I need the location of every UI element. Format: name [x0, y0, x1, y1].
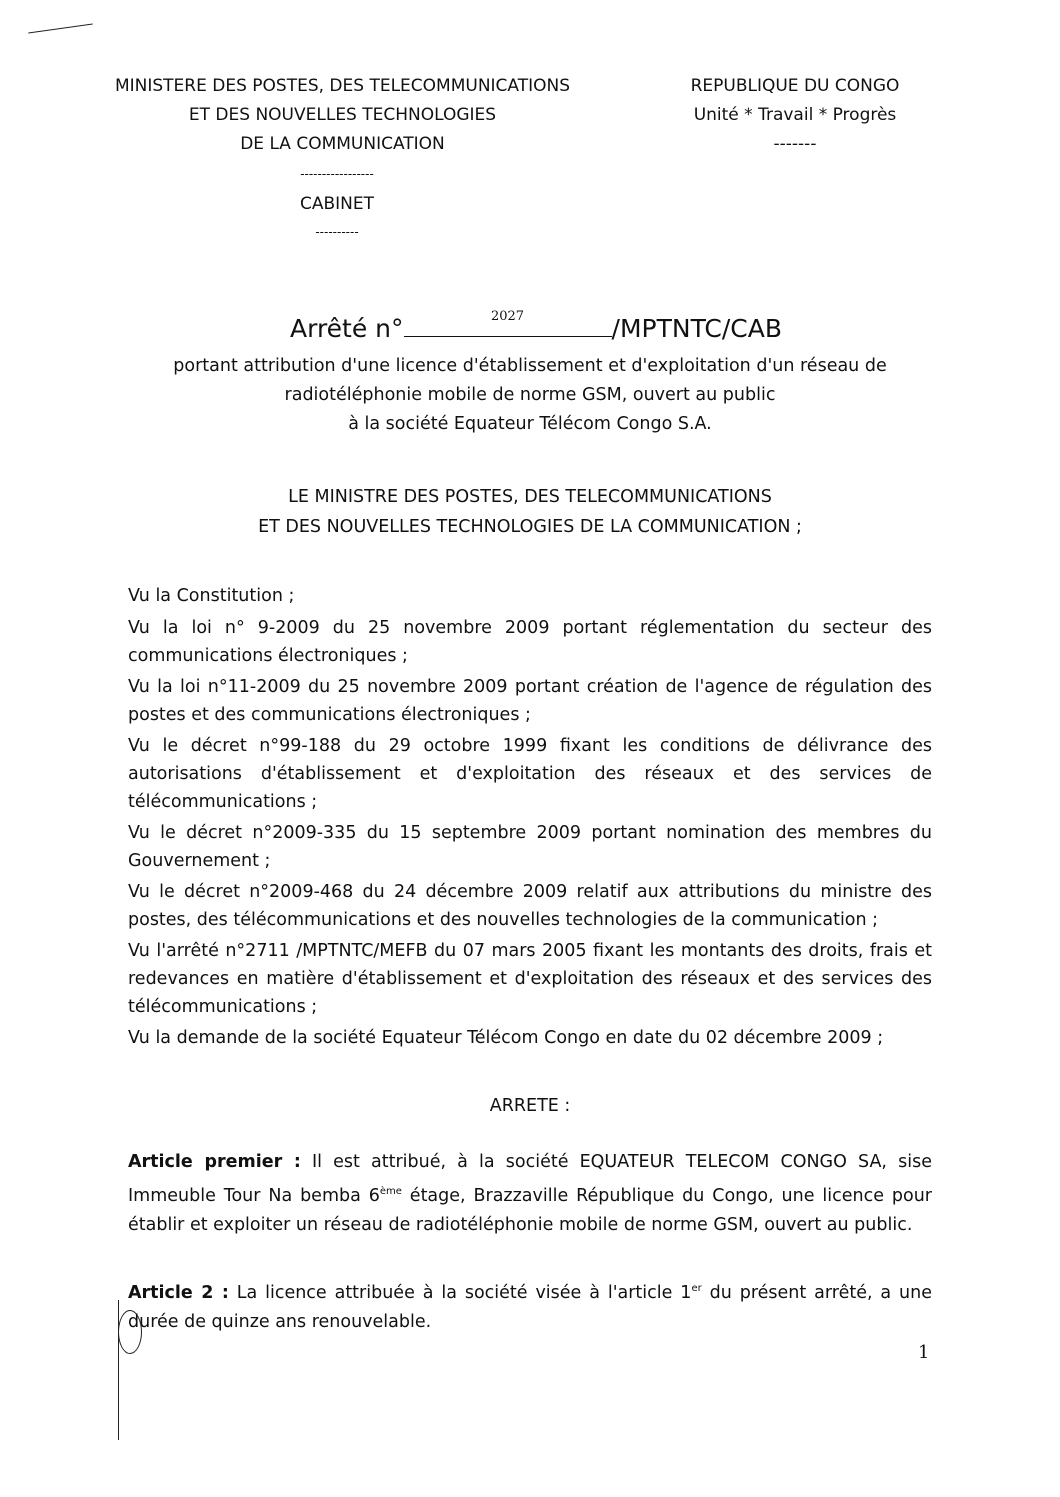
arrete-heading: ARRETE :: [489, 1096, 571, 1116]
decree-subject-line3: à la société Equateur Télécom Congo S.A.: [348, 414, 712, 434]
article-1-label: Article premier :: [128, 1152, 301, 1172]
scan-artifact-line: [28, 23, 93, 33]
article-2-text-a: La licence attribuée à la société visée à l'article 1: [228, 1282, 692, 1303]
republic-separator: -------: [773, 134, 817, 154]
article-1: [128, 1148, 932, 1240]
minister-line1: LE MINISTRE DES POSTES, DES TELECOMMUNICATIONS: [288, 487, 772, 507]
consideration-8: Vu la demande de la société Equateur Télécom Congo en date du 02 décembre 2009 ;: [128, 1028, 884, 1048]
decree-title: [290, 309, 810, 346]
article-2-superscript: er: [691, 1283, 702, 1294]
consideration-6: Vu le décret n°2009-468 du 24 décembre 2009 relatif aux attributions du ministre des postes, des télécommunications et des nouvelles technologies de la communication ;: [128, 882, 932, 930]
consideration-5: Vu le décret n°2009-335 du 15 septembre 2009 portant nomination des membres du Gouvernement ;: [128, 823, 932, 871]
decree-subject: [120, 352, 940, 439]
decree-number: 2027: [490, 309, 525, 324]
ministry-separator-1: -----------------: [300, 167, 374, 181]
cabinet-label: CABINET: [299, 194, 375, 214]
ministry-line2: ET DES NOUVELLES TECHNOLOGIES: [188, 105, 497, 125]
consideration-2: Vu la loi n° 9-2009 du 25 novembre 2009 portant réglementation du secteur des communications électroniques ;: [128, 618, 932, 666]
article-1-superscript: ème: [379, 1186, 402, 1197]
republic-header: [660, 72, 930, 159]
republic-motto: Unité * Travail * Progrès: [693, 105, 897, 125]
decree-subject-line2: radiotéléphonie mobile de norme GSM, ouvert au public: [284, 385, 776, 405]
article-2-label: Article 2 :: [128, 1282, 229, 1303]
ministry-separator-2: ----------: [315, 225, 359, 239]
consideration-3: Vu la loi n°11-2009 du 25 novembre 2009 portant création de l'agence de régulation des postes et des communications électroniques ;: [128, 677, 932, 725]
article-1-text-b: étage, Brazzaville République du Congo, une licence pour établir et exploiter un réseau de radiotéléphonie mobile de norme GSM, ouvert au public.: [128, 1185, 932, 1235]
decree-title-prefix: Arrêté n°: [290, 314, 404, 343]
minister-line2: ET DES NOUVELLES TECHNOLOGIES DE LA COMMUNICATION ;: [258, 517, 802, 537]
article-2-text-b: du présent arrêté, a une durée de quinze ans renouvelable.: [128, 1282, 932, 1332]
considerations-block: [128, 582, 932, 1052]
republic-name: REPUBLIQUE DU CONGO: [690, 76, 900, 96]
decree-subject-line1: portant attribution d'une licence d'établissement et d'exploitation d'un réseau de: [173, 356, 887, 376]
decree-title-suffix: /MPTNTC/CAB: [611, 314, 782, 343]
page-number: 1: [918, 1342, 930, 1363]
article-2: [128, 1274, 932, 1337]
consideration-4: Vu le décret n°99-188 du 29 octobre 1999 fixant les conditions de délivrance des autorisations d'établissement et d'exploitation des réseaux et des services de télécommunications ;: [128, 736, 932, 812]
ministry-line1: MINISTERE DES POSTES, DES TELECOMMUNICATIONS: [114, 76, 571, 96]
minister-heading: [160, 482, 900, 542]
article-1-text-a: Il est attribué, à la société EQUATEUR TELECOM CONGO SA, sise Immeuble Tour Na bemba 6: [128, 1152, 932, 1206]
ministry-header: [80, 72, 605, 159]
consideration-7: Vu l'arrêté n°2711 /MPTNTC/MEFB du 07 mars 2005 fixant les montants des droits, frais et redevances en matière d'établissement et d'exploitation des réseaux et des services des télécommunications ;: [128, 941, 932, 1017]
consideration-1: Vu la Constitution ;: [128, 586, 295, 606]
ministry-line3: DE LA COMMUNICATION: [240, 134, 445, 154]
decree-number-blank: [404, 309, 612, 337]
